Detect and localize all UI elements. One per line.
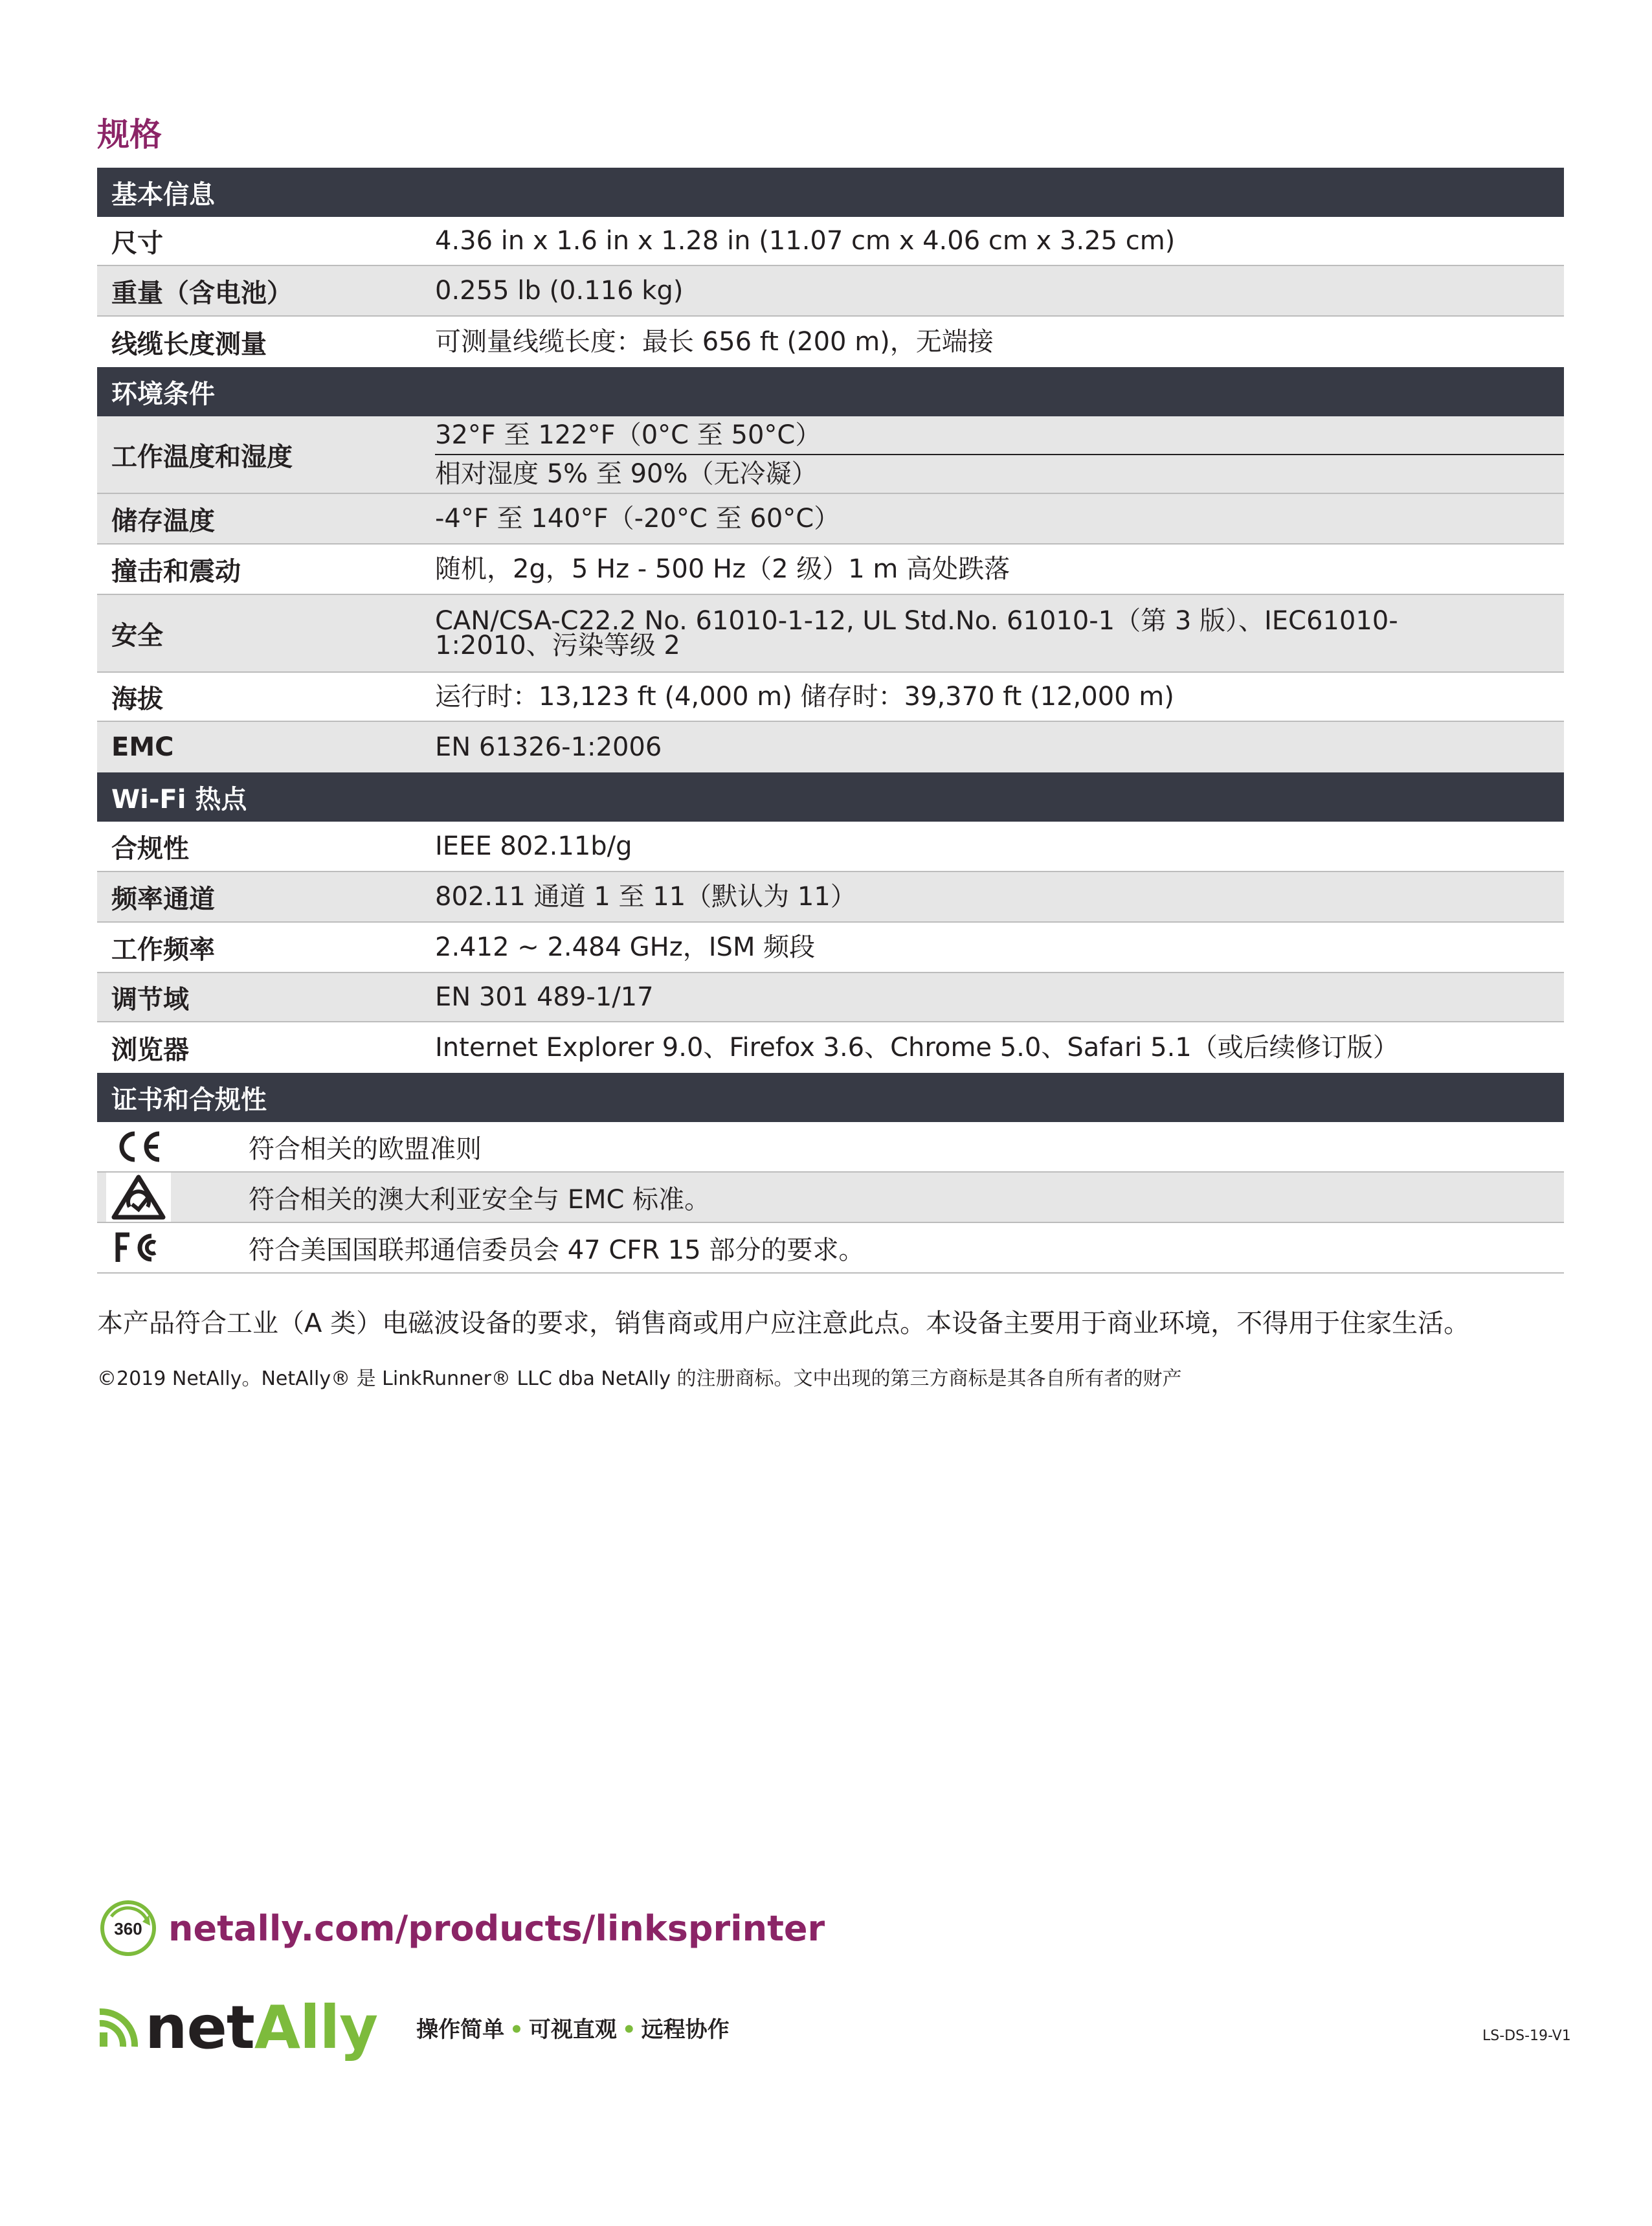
spec-value: 802.11 通道 1 至 11（默认为 11）: [435, 882, 856, 912]
tagline: [416, 2012, 729, 2043]
fcc-mark-icon: [106, 1223, 171, 1272]
tagline-item: 远程协作: [641, 2017, 730, 2043]
section-header-basic: 基本信息: [97, 168, 1564, 217]
spec-label: EMC: [111, 732, 174, 762]
spec-value: EN 301 489-1/17: [435, 982, 654, 1012]
spec-value: 4.36 in x 1.6 in x 1.28 in (11.07 cm x 4.06 cm x 3.25 cm): [435, 226, 1176, 256]
spec-label: 储存温度: [111, 506, 215, 536]
product-url-link[interactable]: netally.com/products/linksprinter: [168, 1907, 825, 1949]
spec-row: [97, 822, 1564, 872]
cert-row: [97, 1223, 1564, 1274]
spec-row: [97, 266, 1564, 317]
spec-label: 调节域: [111, 984, 189, 1015]
spec-label: 撞击和震动: [111, 556, 241, 587]
ce-mark-icon: [106, 1122, 171, 1171]
cert-text: 符合美国国联邦通信委员会 47 CFR 15 部分的要求。: [249, 1235, 865, 1265]
spec-row: [97, 317, 1564, 367]
spec-row: [97, 217, 1564, 266]
icon-360-label: 360: [114, 1919, 142, 1939]
spec-row: [97, 416, 1564, 494]
tagline-item: 可视直观: [528, 2017, 617, 2043]
spec-label: 工作温度和湿度: [111, 442, 293, 472]
cert-text: 符合相关的欧盟准则: [249, 1134, 482, 1164]
spec-row: [97, 923, 1564, 973]
spec-label: 频率通道: [111, 884, 215, 914]
brand-logo-text: [145, 1993, 377, 2062]
spec-table: [97, 168, 1564, 1274]
cert-row: [97, 1122, 1564, 1173]
brand-ally: Ally: [254, 1993, 378, 2062]
spec-value: 随机，2g，5 Hz - 500 Hz（2 级）1 m 高处跌落: [435, 554, 1010, 584]
spec-value: 相对湿度 5% 至 90%（无冷凝）: [435, 459, 818, 489]
spec-row: [97, 973, 1564, 1022]
spec-label: 安全: [111, 620, 163, 651]
spec-value: 2.412 ~ 2.484 GHz，ISM 频段: [435, 932, 816, 962]
spec-value-group: [435, 416, 1564, 493]
spec-row: [97, 595, 1564, 673]
cert-text: 符合相关的澳大利亚安全与 EMC 标准。: [249, 1184, 711, 1215]
spec-label: 浏览器: [111, 1035, 189, 1065]
spec-value: 运行时：13,123 ft (4,000 m) 储存时：39,370 ft (12,000 m): [435, 682, 1174, 712]
section-header-certifications: 证书和合规性: [97, 1073, 1564, 1122]
spec-label: 线缆长度测量: [111, 329, 267, 359]
rcm-mark-icon: [106, 1173, 171, 1222]
spec-row: [97, 494, 1564, 545]
spec-label: 尺寸: [111, 228, 163, 258]
spec-value: 可测量线缆长度：最长 656 ft (200 m)，无端接: [435, 327, 994, 357]
tagline-separator: •: [509, 2017, 524, 2043]
brand-logo-block: [97, 1993, 730, 2062]
spec-value: 0.255 lb (0.116 kg): [435, 276, 684, 306]
cert-row: [97, 1173, 1564, 1223]
spec-label: 海拔: [111, 684, 163, 714]
spec-row: [97, 1022, 1564, 1073]
compliance-notice: 本产品符合工业（A 类）电磁波设备的要求，销售商或用户应注意此点。本设备主要用于商业环境，不得用于住家生活。: [97, 1309, 1470, 1338]
spec-label: 工作频率: [111, 934, 215, 965]
spec-row: [97, 872, 1564, 923]
tagline-item: 操作简单: [416, 2017, 505, 2043]
spec-row: [97, 673, 1564, 722]
brand-net: net: [145, 1993, 254, 2062]
icon-360: [97, 1897, 159, 1959]
spec-label: 合规性: [111, 833, 189, 864]
spec-value: Internet Explorer 9.0、Firefox 3.6、Chrome 5.0、Safari 5.1（或后续修订版）: [435, 1033, 1399, 1062]
spec-value: IEEE 802.11b/g: [435, 831, 632, 861]
spec-value: CAN/CSA-C22.2 No. 61010-1-12, UL Std.No. 61010-1（第 3 版）、IEC61010-1:2010、污染等级 2: [435, 606, 1398, 660]
tagline-separator: •: [621, 2017, 636, 2043]
product-url-block: [97, 1897, 825, 1959]
spec-value: EN 61326-1:2006: [435, 732, 662, 762]
spec-value: -4°F 至 140°F（-20°C 至 60°C）: [435, 504, 840, 534]
spec-row: [97, 722, 1564, 772]
copyright-text: ©2019 NetAlly。NetAlly® 是 LinkRunner® LLC dba NetAlly 的注册商标。文中出现的第三方商标是其各自所有者的财产: [97, 1367, 1182, 1390]
netally-wave-icon: [97, 2007, 140, 2049]
section-header-wifi: Wi-Fi 热点: [97, 772, 1564, 822]
spec-label: 重量（含电池）: [111, 278, 293, 308]
document-code: LS-DS-19-V1: [1482, 2028, 1571, 2044]
section-header-environment: 环境条件: [97, 367, 1564, 416]
spec-value: 32°F 至 122°F（0°C 至 50°C）: [435, 416, 1564, 455]
spec-row: [97, 545, 1564, 595]
page-title: 规格: [97, 116, 162, 153]
